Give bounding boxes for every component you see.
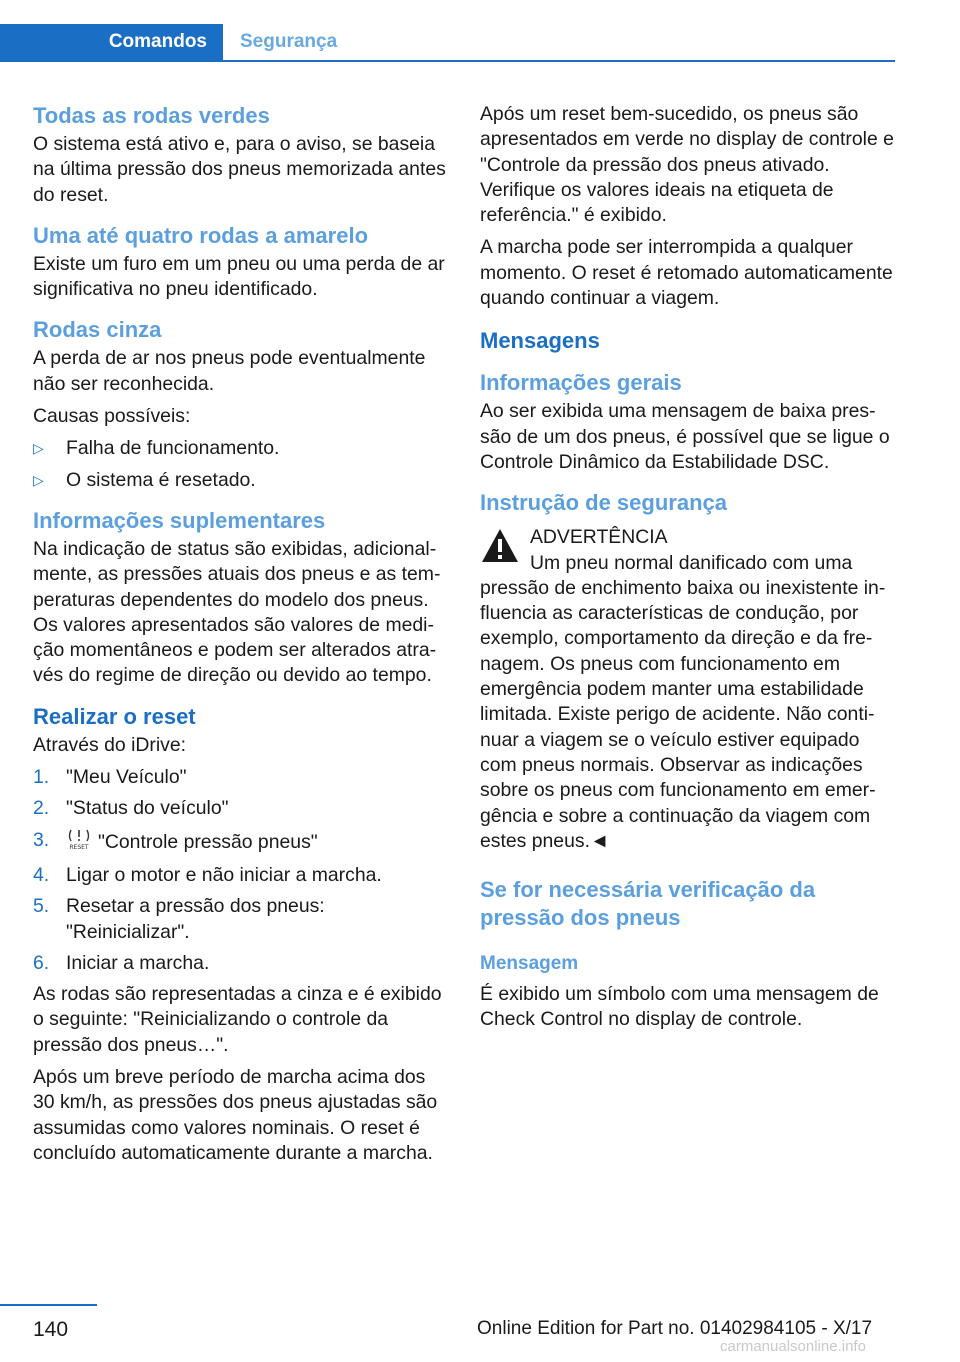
tire-pressure-reset-icon [66, 828, 92, 857]
heading: Informações suplementares [33, 507, 326, 533]
paragraph: A perda de ar nos pneus pode eventualmente não ser reconhecida. [33, 347, 426, 395]
causes-list [33, 436, 448, 493]
warning-text: pressão de enchimento baixa ou inexistente influencia as características de condução, por exemplo, comportamento da direção e da frenagem. Os pneus com funcionamento em emergência podem manter uma estabilidade limitada. Existe perigo de acidente. Não continuar a viagem se o veículo estiver equipado com pneus normais. Observar as indicações sobre os pneus com funcionamento em emergência e sobre a continuação da viagem com estes pneus.◄ [480, 576, 886, 852]
page-number: 140 [33, 1318, 69, 1341]
heading: Instrução de segurança [480, 490, 727, 516]
svg-text:RESET: RESET [69, 843, 89, 850]
edition-text: Online Edition for Part no. 01402984105 - X/17 [477, 1318, 873, 1339]
section-info-suplementares [33, 507, 448, 689]
section-todas-verdes [33, 102, 448, 208]
list-item: ▷ Falha de funcionamento. [33, 436, 448, 461]
paragraph: Ao ser exibida uma mensagem de baixa pressão de um dos pneus, é possível que se ligue o Controle Dinâmico da Estabilidade DSC. [480, 400, 890, 473]
steps-list [33, 765, 448, 976]
list-item: 2. "Status do veículo" [33, 797, 229, 820]
section-verificacao [480, 876, 895, 1033]
tab-seguranca: Segurança [240, 31, 338, 52]
heading: Rodas cinza [33, 317, 162, 343]
heading: Realizar o reset [33, 703, 196, 729]
warning-triangle-icon [480, 527, 520, 565]
paragraph: É exibido um símbolo com uma mensagem de Check Control no display de controle. [480, 983, 879, 1031]
paragraph: O sistema está ativo e, para o aviso, se baseia na última pressão dos pneus memorizada antes do reset. [33, 133, 446, 206]
heading: Se for necessária verificação da pressão dos pneus [480, 877, 816, 931]
watermark: carmanualsonline.info [720, 1338, 866, 1355]
tab-comandos: Comandos [0, 24, 223, 60]
paragraph: Após um breve período de marcha acima dos 30 km/h, as pressões dos pneus ajustadas são assumidas como valores nominais. O reset é concluído automaticamente durante a marcha. [33, 1066, 438, 1164]
list-item: 1. "Meu Veículo" [33, 766, 187, 789]
section-cinza [33, 316, 448, 492]
warning-first-line: Um pneu normal danificado com uma [530, 551, 853, 574]
paragraph: A marcha pode ser interrompida a qualquer momento. O reset é retomado automaticamente quando continuar a viagem. [480, 236, 893, 310]
section-instrucao-seguranca [480, 489, 895, 854]
footer-rule [0, 1304, 97, 1306]
paragraph: Após um reset bem-sucedido, os pneus são apresentados em verde no display de controle e "Controle da pressão dos pneus ativado. Verifique os valores ideais na etiqueta de referência." é exibido. [480, 103, 894, 227]
warning-block [480, 525, 895, 854]
heading: Uma até quatro rodas a amarelo [33, 222, 369, 248]
section-amarelo [33, 222, 448, 303]
list-item: 5. Resetar a pressão dos pneus: "Reinicializar". [33, 895, 325, 943]
left-column [33, 102, 448, 1180]
list-item: ▷ O sistema é resetado. [33, 468, 448, 493]
triangle-bullet-icon: ▷ [33, 440, 44, 457]
warning-label: ADVERTÊNCIA [530, 526, 668, 549]
triangle-bullet-icon: ▷ [33, 471, 44, 488]
chapter-tabs [0, 24, 895, 62]
list-item: 6. Iniciar a marcha. [33, 951, 210, 974]
list-item: 4. Ligar o motor e não iniciar a marcha. [33, 863, 382, 886]
heading-mensagens: Mensagens [480, 328, 600, 354]
paragraph: Através do iDrive: [33, 733, 187, 756]
paragraph: As rodas são representadas a cinza e é exibido o seguinte: "Reinicializando o controle da pressão dos pneus…". [33, 983, 442, 1056]
causes-label: Causas possíveis: [33, 405, 191, 428]
section-info-gerais [480, 369, 895, 475]
subheading: Mensagem [480, 953, 579, 975]
heading: Informações gerais [480, 370, 682, 396]
heading: Todas as rodas verdes [33, 103, 270, 128]
section-realizar-reset [33, 703, 448, 1166]
list-item: 3. RESET "Controle pressão pneus" [33, 828, 448, 857]
paragraph: Existe um furo em um pneu ou uma perda de ar significativa no pneu identificado. [33, 252, 445, 301]
paragraph: Na indicação de status são exibidas, adicionalmente, as pressões atuais dos pneus e as temperaturas dependentes do modelo dos pneus. Os valores apresentados são valores de medição momentâneos e podem ser alterados através do regime de direção ou devido ao tempo. [33, 537, 441, 687]
right-column [480, 102, 895, 1047]
